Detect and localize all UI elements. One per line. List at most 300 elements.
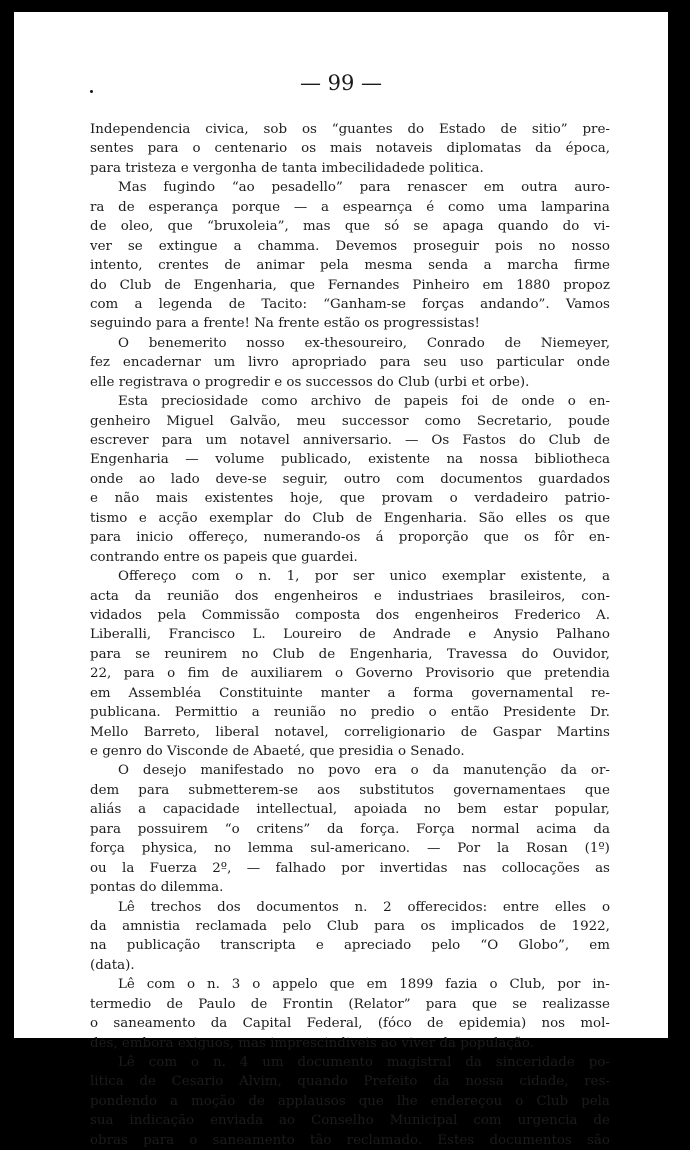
- text-line: [90, 1014, 610, 1033]
- word: unico: [389, 569, 427, 585]
- word: viver: [401, 1035, 436, 1051]
- word: publicana.: [90, 705, 161, 721]
- word: realizasse: [542, 996, 610, 1012]
- text-line: [90, 1131, 610, 1150]
- word: progredir: [204, 374, 270, 390]
- word: archivo: [310, 394, 362, 410]
- word: Abaeté,: [253, 744, 306, 759]
- word: Commissão: [201, 607, 280, 623]
- word: Andrade: [393, 627, 451, 643]
- word: no: [538, 238, 556, 254]
- word: manutenção: [463, 763, 547, 779]
- word: exiguos,: [177, 1035, 234, 1051]
- word: vergonha: [193, 160, 257, 176]
- word: provam: [381, 491, 433, 507]
- word: moção: [191, 1093, 236, 1109]
- word: outra: [521, 180, 558, 196]
- word: n.: [206, 977, 220, 993]
- word: exemplar: [441, 569, 506, 585]
- word: e: [138, 510, 147, 526]
- word: acta: [90, 588, 119, 604]
- word: Tacito:: [261, 296, 308, 312]
- word: de: [164, 277, 181, 293]
- text-line: [90, 839, 610, 858]
- word: apaga: [442, 219, 484, 235]
- word: nossa: [479, 452, 518, 468]
- text-line: [90, 412, 610, 431]
- text-line: [90, 684, 610, 703]
- text-line: [90, 936, 610, 955]
- word: Club: [312, 510, 345, 526]
- word: um: [262, 1055, 284, 1070]
- word: amnistia: [122, 918, 181, 934]
- word: ao: [278, 1113, 296, 1129]
- word: para: [90, 646, 121, 662]
- word: papeis: [223, 549, 268, 565]
- word: o: [449, 491, 458, 507]
- word: Senado.: [410, 744, 465, 759]
- word: (data).: [90, 957, 135, 973]
- word: physica,: [141, 841, 198, 857]
- word: estar: [503, 802, 538, 818]
- text-line: [90, 664, 610, 683]
- word: imbecilidadede: [321, 160, 425, 176]
- text-line: [90, 1111, 610, 1130]
- word: Offereço: [118, 569, 177, 585]
- word: e: [468, 627, 477, 643]
- book-page: [14, 12, 668, 1148]
- word: acima: [536, 821, 577, 837]
- word: or-: [590, 763, 610, 779]
- word: a: [134, 296, 143, 312]
- word: Assembléa: [128, 685, 202, 701]
- word: civica,: [205, 122, 249, 137]
- word: seu: [423, 355, 447, 371]
- word: Fernandes: [327, 277, 400, 293]
- word: notavel: [239, 433, 290, 448]
- word: no: [424, 802, 441, 818]
- word: como: [447, 199, 485, 215]
- word: da: [90, 918, 107, 934]
- word: outro: [343, 471, 381, 487]
- word: politica.: [429, 160, 484, 176]
- word: só: [384, 219, 400, 235]
- word: in-: [592, 977, 610, 993]
- word: —: [293, 199, 308, 215]
- word: genro: [102, 744, 142, 759]
- word: Visconde: [167, 744, 229, 759]
- word: o: [567, 394, 576, 410]
- word: verdadeiro: [474, 491, 549, 507]
- word: aliás: [90, 802, 122, 818]
- word: critens”: [256, 821, 311, 837]
- text-line: [90, 742, 610, 761]
- word: Anysio: [493, 627, 539, 643]
- word: o: [192, 374, 201, 390]
- word: livro: [248, 355, 279, 371]
- word: para: [425, 996, 457, 1012]
- text-line: [90, 528, 610, 547]
- word: com: [146, 977, 176, 993]
- word: proporção: [398, 530, 469, 546]
- word: 4: [239, 1055, 249, 1070]
- word: no: [339, 705, 357, 721]
- word: pela: [581, 1093, 610, 1109]
- word: no: [297, 763, 315, 779]
- word: Miguel: [166, 413, 214, 429]
- word: mas: [238, 1035, 266, 1051]
- text-line: [90, 431, 610, 450]
- word: um: [213, 355, 236, 371]
- word: applausos: [277, 1093, 346, 1109]
- word: dilemma.: [160, 880, 224, 896]
- word: a: [483, 258, 492, 274]
- word: indicação: [129, 1113, 195, 1129]
- word: liberal: [215, 724, 260, 740]
- word: et: [471, 374, 485, 390]
- word: do: [407, 122, 425, 137]
- text-line: [90, 1034, 610, 1053]
- word: da: [433, 1074, 450, 1090]
- word: Club: [119, 277, 152, 293]
- word: Federal,: [306, 1016, 363, 1032]
- word: entre: [502, 899, 540, 915]
- text-line: [90, 587, 610, 606]
- word: particular: [496, 355, 564, 371]
- word: successos: [305, 374, 373, 390]
- word: sua: [90, 1113, 114, 1129]
- word: ra: [90, 199, 105, 215]
- word: de: [593, 433, 610, 448]
- word: o: [186, 977, 196, 993]
- word: pre-: [582, 122, 610, 137]
- word: os: [524, 530, 539, 546]
- word: a: [191, 316, 200, 332]
- word: em: [483, 180, 505, 196]
- word: do: [139, 880, 157, 896]
- word: para: [147, 141, 179, 157]
- word: chamma.: [257, 238, 320, 254]
- word: dos: [217, 899, 241, 915]
- word: de: [139, 1074, 156, 1090]
- word: crentes: [158, 258, 209, 274]
- word: “ao: [231, 180, 255, 196]
- text-line: [90, 975, 610, 994]
- word: Frontin: [282, 996, 334, 1012]
- word: fugindo: [163, 180, 216, 196]
- text-line: [90, 237, 610, 256]
- word: n.: [354, 899, 368, 915]
- word: possuirem: [137, 821, 208, 837]
- word: publicado,: [280, 452, 352, 468]
- text-line: [90, 548, 610, 567]
- word: Galvão,: [229, 413, 281, 429]
- word: sul-americano.: [310, 841, 411, 857]
- text-line: [90, 781, 610, 800]
- word: Força: [416, 821, 455, 837]
- word: Engenharia,: [193, 277, 277, 293]
- word: bibliotheca: [534, 452, 610, 468]
- word: vidados: [90, 607, 142, 623]
- text-line: [90, 645, 610, 664]
- word: porque: [231, 199, 281, 215]
- word: é: [426, 199, 435, 215]
- text-line: [90, 567, 610, 586]
- word: Club: [326, 918, 359, 934]
- text-line: [90, 139, 610, 158]
- word: para: [374, 918, 406, 934]
- word: propoz: [563, 277, 610, 293]
- word: extingue: [158, 238, 218, 254]
- word: os: [364, 316, 380, 332]
- word: Club: [536, 1093, 569, 1109]
- word: de: [539, 918, 557, 934]
- word: do: [90, 277, 107, 293]
- word: pelo: [431, 938, 461, 954]
- text-line: [90, 217, 610, 236]
- text-line: [90, 878, 610, 897]
- word: O: [118, 335, 129, 351]
- word: as: [595, 860, 610, 876]
- word: encadernar: [122, 355, 201, 371]
- word: existentes: [204, 491, 274, 507]
- word: deve-se: [215, 471, 267, 487]
- word: O: [118, 763, 129, 779]
- word: acção: [158, 510, 198, 526]
- word: marcha: [507, 258, 559, 274]
- word: um: [205, 433, 227, 448]
- word: substitutos: [359, 782, 435, 798]
- word: de: [224, 258, 241, 274]
- word: frente: [278, 316, 320, 332]
- word: era: [374, 763, 397, 779]
- word: capacidade: [162, 802, 240, 818]
- word: Lê: [118, 1055, 135, 1070]
- word: meu: [296, 413, 326, 429]
- word: mais: [156, 491, 188, 507]
- word: para: [138, 782, 170, 798]
- text-line: [90, 353, 610, 372]
- word: que: [471, 996, 498, 1012]
- word: frente!: [203, 316, 250, 332]
- word: benemerito: [148, 335, 227, 351]
- word: presidia: [338, 744, 394, 759]
- word: em: [589, 938, 610, 954]
- text-line: [90, 606, 610, 625]
- word: Frederico: [514, 607, 581, 623]
- word: de: [374, 394, 391, 410]
- word: o: [235, 569, 244, 585]
- text-line: [90, 761, 610, 780]
- word: por: [557, 977, 581, 993]
- word: por: [341, 860, 365, 876]
- word: orbe).: [488, 374, 530, 390]
- word: offerecidos:: [407, 899, 488, 915]
- word: Mas: [118, 180, 147, 196]
- word: manifestado: [200, 763, 284, 779]
- word: Esta: [118, 394, 149, 410]
- word: do: [521, 646, 539, 662]
- word: entre: [163, 549, 200, 565]
- word: da: [326, 821, 344, 837]
- word: falhado: [275, 860, 326, 876]
- word: reunião: [167, 588, 219, 604]
- word: e: [315, 938, 324, 954]
- word: em: [482, 277, 504, 293]
- word: mesma: [364, 258, 413, 274]
- word: de: [261, 160, 278, 176]
- word: da: [210, 1016, 228, 1032]
- word: por: [314, 569, 338, 585]
- word: de: [90, 219, 107, 235]
- word: elle: [90, 374, 115, 390]
- word: Independencia: [90, 122, 191, 137]
- word: com: [473, 1113, 502, 1129]
- word: tismo: [90, 510, 128, 526]
- word: a: [233, 238, 242, 254]
- word: trechos: [150, 899, 202, 915]
- word: que: [358, 1093, 384, 1109]
- word: documentos: [256, 899, 339, 915]
- word: os: [286, 374, 302, 390]
- word: Niemeyer,: [540, 335, 610, 351]
- word: que: [271, 549, 297, 565]
- word: Devemos: [335, 238, 398, 254]
- word: publicação: [126, 938, 201, 954]
- word: Gaspar: [492, 724, 542, 740]
- word: 22,: [90, 666, 112, 682]
- word: inicio: [136, 530, 174, 546]
- word: documento: [297, 1055, 373, 1070]
- word: n.: [258, 569, 272, 585]
- word: notaveis: [375, 141, 433, 157]
- word: a: [138, 802, 147, 818]
- word: Dr.: [590, 705, 610, 721]
- word: “bruxoleia”,: [207, 219, 289, 235]
- word: tanta: [281, 160, 318, 176]
- word: mas: [302, 219, 331, 235]
- text-line: [90, 995, 610, 1014]
- word: para: [359, 180, 391, 196]
- text-line: [90, 256, 610, 275]
- word: intento,: [90, 258, 143, 274]
- word: brasileiros,: [489, 588, 566, 604]
- word: o: [335, 666, 344, 682]
- word: a: [320, 199, 329, 215]
- word: e: [180, 160, 189, 176]
- word: —: [246, 860, 261, 876]
- word: magistral: [386, 1055, 452, 1070]
- word: en-: [588, 394, 610, 410]
- word: auxiliarem: [250, 666, 323, 682]
- word: para: [379, 355, 411, 371]
- word: da: [560, 763, 577, 779]
- word: então: [450, 705, 489, 721]
- text-line: [90, 509, 610, 528]
- word: Engenharia: [90, 452, 169, 468]
- text-line: [90, 198, 610, 217]
- word: de: [166, 996, 183, 1012]
- word: firme: [574, 258, 610, 274]
- word: nosso: [246, 335, 285, 351]
- word: de: [359, 627, 376, 643]
- word: de: [491, 394, 509, 410]
- word: do: [562, 219, 580, 235]
- word: popular,: [554, 802, 610, 818]
- word: de: [500, 122, 517, 137]
- word: numerando-os: [263, 530, 361, 546]
- word: o: [90, 1016, 99, 1032]
- word: escrever: [90, 433, 149, 448]
- word: Barreto,: [143, 724, 200, 740]
- word: mol-: [580, 1016, 610, 1032]
- word: endereçou: [430, 1093, 503, 1109]
- word: Vamos: [565, 296, 610, 312]
- word: da: [439, 1035, 456, 1051]
- word: fôr: [554, 530, 574, 546]
- word: Palhano: [556, 627, 610, 643]
- text-line: [90, 917, 610, 936]
- word: o: [489, 977, 498, 993]
- word: Estado: [438, 122, 486, 137]
- word: como: [424, 413, 461, 429]
- word: andando”.: [480, 296, 550, 312]
- word: os: [301, 122, 317, 137]
- word: ex-thesoureiro,: [304, 335, 408, 351]
- word: ver: [90, 238, 112, 254]
- word: appelo: [272, 977, 318, 993]
- word: Pinheiro: [412, 277, 470, 293]
- word: com: [148, 1055, 178, 1070]
- text-line: [90, 295, 610, 314]
- word: epidemia): [458, 1016, 527, 1032]
- word: se: [135, 646, 151, 662]
- text-line: [90, 723, 610, 742]
- word: pondendo: [90, 1093, 158, 1109]
- word: de: [228, 296, 246, 312]
- word: guardados: [538, 471, 610, 487]
- word: a: [387, 685, 396, 701]
- word: 1899: [399, 977, 434, 993]
- word: ou: [90, 860, 107, 876]
- word: manter: [320, 685, 370, 701]
- word: o: [601, 899, 610, 915]
- text-line: [90, 1053, 610, 1072]
- word: “guantes: [331, 122, 393, 137]
- word: Prefeito: [363, 1074, 418, 1090]
- word: vi-: [593, 219, 610, 235]
- text-line: [90, 800, 610, 819]
- word: sentes: [90, 141, 134, 157]
- word: n.: [212, 1055, 226, 1070]
- word: pretendia: [544, 666, 610, 682]
- word: Constituinte: [219, 685, 303, 701]
- word: “Ganham-se: [323, 296, 406, 312]
- word: Club: [272, 646, 305, 662]
- word: São: [478, 510, 504, 526]
- word: para: [123, 666, 155, 682]
- word: para: [155, 316, 187, 332]
- word: os: [204, 549, 219, 565]
- word: para: [161, 433, 193, 448]
- word: nos: [541, 1016, 566, 1032]
- word: A.: [596, 607, 610, 623]
- word: com: [191, 569, 220, 585]
- word: em: [366, 977, 388, 993]
- word: animar: [256, 258, 305, 274]
- word: genheiro: [90, 413, 151, 429]
- word: exemplar: [209, 510, 273, 526]
